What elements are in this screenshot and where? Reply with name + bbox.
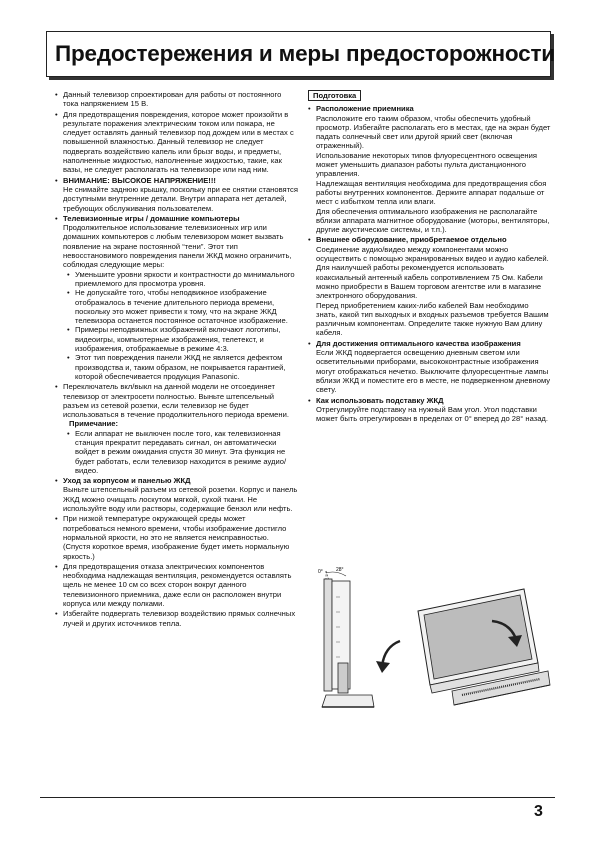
stand-illustration xyxy=(312,567,552,717)
right-list xyxy=(308,104,551,423)
external-text: Соединение аудио/видео между компонентами можно осуществить с помощью экранированных видео и аудио кабелей. Для наилучшей работы рекомендуется использовать коаксиальный антенный кабель сопротивлением 75 Ом. Кабели можно приобрести в Вашем торговом агентстве или в магазине электронного оборудования. xyxy=(316,244,549,301)
list-item xyxy=(308,235,551,337)
placement-text-3: Надлежащая вентиляция необходима для предотвращения сбоя работы внутренних компонентов. Держите аппарат подальше от мест с избытком тепла или влаги. xyxy=(316,178,547,207)
list-item xyxy=(308,339,551,395)
left-column xyxy=(55,90,298,629)
section-badge: Подготовка xyxy=(308,90,361,101)
note-item: • Если аппарат не выключен после того, как телевизионная станция прекратит передавать сигнал, он автоматически войдет в режим ожидания спустя 30 минут. Эта функция не будет работать, если телевизор находится в режиме аудио/видео. xyxy=(63,429,298,475)
title-box xyxy=(46,31,555,77)
angle-label-28: 28° xyxy=(336,567,344,573)
stand-heading: Как использовать подставку ЖКД xyxy=(316,395,444,405)
placement-heading: Расположение приемника xyxy=(316,104,414,114)
list-item: • Для предотвращения повреждения, которое может произойти в результате поражения электрическим током или пожара, не следует оставлять данный телевизор под дождем или в местах с повышенной влажностью. Данный телевизор не следует подвергать воздействию капель или брызг воды, и предметы, наполненные жидкостью, наполненные жидкостью, такие, как вазы, не следует располагать на телевизоре или над ним. xyxy=(55,110,298,175)
list-item: • Избегайте подвергать телевизор воздействию прямых солнечных лучей и других источников тепла. xyxy=(55,609,298,628)
list-item xyxy=(55,382,298,475)
warning-heading: ВНИМАНИЕ: ВЫСОКОЕ НАПРЯЖЕНИЕ!!! xyxy=(63,175,216,185)
warning-text: Не снимайте заднюю крышку, поскольку при ее снятии становятся доступными внутренние детали. Внутри аппарата нет деталей, требующих обслуживания пользователем. xyxy=(63,184,298,213)
page-number: 3 xyxy=(534,803,543,820)
footer-rule xyxy=(40,797,555,798)
stand-text: Отрегулируйте подставку на нужный Вам угол. Угол подставки может быть отрегулирован в пределах от 0° вперед до 28° назад. xyxy=(316,404,548,424)
care-heading: Уход за корпусом и панелью ЖКД xyxy=(63,476,191,486)
switch-text: • Переключатель вкл/выкл на данной модели не отсоединяет телевизор от электросети полностью. Выньте штепсельный разъем из сетевой розетки, если телевизор не будет использоваться в течение продолжительного периода времени. xyxy=(63,382,289,420)
list-item: • Для предотвращения отказа электрических компонентов необходима надлежащая вентиляция, рекомендуется оставлять щель не менее 10 см со всех сторон вокруг данного телевизионного приемника, даже если он расположен внутри корпуса или между полками. xyxy=(55,562,298,608)
games-text: Продолжительное использование телевизионных игр или домашних компьютеров с любым телевизором может вызвать появление на экране постоянной “тени”. Этот тип невосстановимого повреждения панели ЖКД можно ограничить, соблюдая следующие меры: xyxy=(63,223,292,270)
angle-label-0: 0° xyxy=(318,569,323,575)
sub-item: • Уменьшите уровни яркости и контрастности до минимального приемлемого для просмотра уровня. xyxy=(63,270,298,289)
placement-text-4: Для обеспечения оптимального изображения не располагайте вблизи аппарата магнитное оборудование (моторы, вентиляторы, другие акустические системы, и т.п.). xyxy=(316,206,550,235)
list-item: • При низкой температуре окружающей среды может потребоваться немного времени, чтобы изображение достигло нормальной яркости, но это не является неисправностью. (Спустя короткое время, изображение будет иметь нормальную яркость.) xyxy=(55,514,298,560)
right-column xyxy=(308,90,551,424)
care-text: Выньте штепсельный разъем из сетевой розетки. Корпус и панель ЖКД можно очищать лоскутом мягкой, сухой ткани. Не используйте воду или растворы, содержащие бензол или нефть. xyxy=(63,485,298,514)
list-item xyxy=(55,476,298,513)
list-item: • Данный телевизор спроектирован для работы от постоянного тока напряжением 15 В. xyxy=(55,90,298,109)
quality-text: Если ЖКД подвергается освещению дневным светом или осветительными приборами, высококонтрастные изображения могут отображаться нечетко. Выключите флуоресцентные лампы вблизи ЖКД и поместите его в месте, не подверженном дневному свету. xyxy=(316,348,551,395)
placement-text: Расположите его таким образом, чтобы обеспечить удобный просмотр. Избегайте располагать его в местах, где на экран будет падать солнечный свет или другой яркий свет (включая отраженный). xyxy=(316,113,551,151)
list-item xyxy=(308,104,551,234)
list-item xyxy=(55,214,298,381)
left-list xyxy=(55,90,298,628)
page-title: Предостережения и меры предосторожности xyxy=(55,41,555,66)
note-list xyxy=(63,429,298,475)
front-view xyxy=(418,589,550,705)
quality-heading: Для достижения оптимального качества изображения xyxy=(316,338,521,348)
external-heading: Внешнее оборудование, приобретаемое отдельно xyxy=(316,235,507,245)
external-text-2: Перед приобретением каких-либо кабелей Вам необходимо знать, какой тип выходных и входных разъемов требуется Вашим различным компонентам. Определите также нужную Вам длину кабеля. xyxy=(316,300,549,338)
games-heading: Телевизионные игры / домашние компьютеры xyxy=(63,213,240,223)
note-heading: Примечание: xyxy=(69,419,119,429)
sub-item: • Этот тип повреждения панели ЖКД не является дефектом производства и, таким образом, не покрывается гарантией, которой обеспечивается продукция Panasonic. xyxy=(63,353,298,381)
sub-item: • Примеры неподвижных изображений включают логотипы, видеоигры, компьютерные изображения, телетекст, и изображения, отображаемые в режиме 4:3. xyxy=(63,325,298,353)
games-sublist xyxy=(63,270,298,382)
list-item xyxy=(308,396,551,424)
side-view xyxy=(318,567,374,707)
placement-text-2: Использование некоторых типов флуоресцентного освещения может уменьшить диапазон работы пульта дистанционного управления. xyxy=(316,150,537,179)
sub-item: • Не допускайте того, чтобы неподвижное изображение отображалось в течение длительного периода времени, поскольку это может привести к тому, что на экране ЖКД телевизора останется постоянное остаточное изображение. xyxy=(63,288,298,325)
list-item xyxy=(55,176,298,213)
